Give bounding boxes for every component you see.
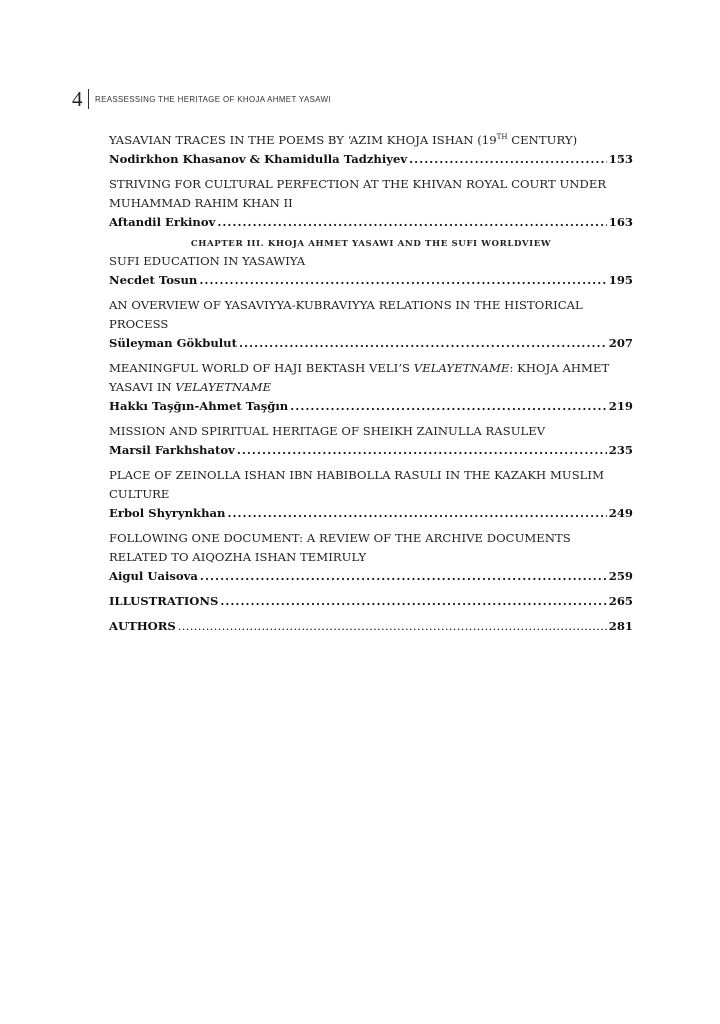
toc-entry[interactable] (109, 529, 633, 585)
toc-entry-title: MEANINGFUL WORLD OF HAJI BEKTASH VELI’S VELAYETNAME: KHOJA AHMET (109, 361, 610, 375)
toc-entry-author-line (109, 397, 633, 415)
leader-dots (409, 150, 607, 168)
toc-entry-author: Erbol Shyrynkhan (109, 506, 226, 520)
toc-entry[interactable] (109, 359, 633, 415)
toc-entry-label: ILLUSTRATIONS (109, 594, 219, 608)
toc-entry[interactable] (109, 422, 633, 459)
toc-entry-title-cont: CULTURE (109, 487, 170, 501)
toc-entry-page: 207 (608, 336, 633, 350)
header-divider (88, 89, 89, 109)
toc-entry-illustrations[interactable] (109, 592, 633, 610)
chapter-heading: CHAPTER III. KHOJA AHMET YASAWI AND THE SUFI WORLDVIEW (190, 239, 552, 249)
leader-dots (217, 213, 606, 231)
toc-entry[interactable] (109, 252, 633, 289)
leader-dots (220, 592, 606, 610)
toc-entry-page: 195 (608, 273, 633, 287)
toc-entry[interactable] (109, 296, 633, 352)
leader-dots (200, 567, 607, 585)
toc-entry-page: 249 (608, 506, 633, 520)
toc-entry-authors[interactable] (109, 617, 633, 635)
toc-entry-title: AN OVERVIEW OF YASAVIYYA-KUBRAVIYYA RELATIONS IN THE HISTORICAL (109, 298, 583, 312)
toc-entry-page: 235 (608, 443, 633, 457)
leader-dots (227, 504, 606, 522)
toc-entry-author: Aigul Uaisova (109, 569, 198, 583)
toc-entry-author-line (109, 617, 633, 635)
toc-entry-author-line (109, 567, 633, 585)
toc-entry-title-cont: PROCESS (109, 317, 169, 331)
toc-entry-page: 163 (608, 215, 633, 229)
toc-entry-title: FOLLOWING ONE DOCUMENT: A REVIEW OF THE ARCHIVE DOCUMENTS (109, 531, 571, 545)
toc-entry-title: YASAVIAN TRACES IN THE POEMS BY ‘AZIM KHOJA ISHAN (19TH CENTURY) (109, 133, 578, 147)
toc-entry-author-line (109, 150, 633, 168)
leader-dots (239, 334, 607, 352)
toc-entry-author: Süleyman Gökbulut (109, 336, 237, 350)
toc-entry[interactable] (109, 175, 633, 231)
toc-entry-author: Nodirkhon Khasanov & Khamidulla Tadzhiyev (109, 152, 408, 166)
leader-dots (290, 397, 607, 415)
toc-entry-title: MISSION AND SPIRITUAL HERITAGE OF SHEIKH ZAINULLA RASULEV (109, 424, 546, 438)
toc-entry-author-line (109, 334, 633, 352)
toc-entry-author-line (109, 592, 633, 610)
toc-entry[interactable] (109, 466, 633, 522)
toc-entry-author-line (109, 441, 633, 459)
toc-entry-title-cont: MUHAMMAD RAHIM KHAN II (109, 196, 293, 210)
toc-entry-page: 265 (608, 594, 633, 608)
toc-entry-title: PLACE OF ZEINOLLA ISHAN IBN HABIBOLLA RASULI IN THE KAZAKH MUSLIM (109, 468, 604, 482)
leader-dots (178, 617, 607, 635)
leader-dots (199, 271, 606, 289)
toc-entry-title-cont: RELATED TO AIQOZHA ISHAN TEMIRULY (109, 550, 367, 564)
toc-entry-author: Hakkı Taşğın-Ahmet Taşğın (109, 399, 289, 413)
leader-dots (237, 441, 607, 459)
running-title: REASSESSING THE HERITAGE OF KHOJA AHMET YASAWI (94, 94, 331, 104)
toc-entry-label: AUTHORS (109, 619, 176, 633)
toc-entry-title-cont: YASAVI IN VELAYETNAME (109, 380, 272, 394)
page-number: 4 (72, 87, 83, 111)
toc-entry-page: 153 (608, 152, 633, 166)
toc-entry-author: Marsil Farkhshatov (109, 443, 235, 457)
toc-entry-page: 219 (608, 399, 633, 413)
toc-entry-author: Necdet Tosun (109, 273, 198, 287)
table-of-contents (109, 131, 633, 642)
toc-entry-author: Aftandil Erkinov (109, 215, 216, 229)
toc-entry-page: 259 (608, 569, 633, 583)
toc-entry-author-line (109, 504, 633, 522)
toc-entry-title: STRIVING FOR CULTURAL PERFECTION AT THE KHIVAN ROYAL COURT UNDER (109, 177, 607, 191)
toc-entry-author-line (109, 213, 633, 231)
toc-entry[interactable] (109, 131, 633, 168)
toc-entry-author-line (109, 271, 633, 289)
running-header (72, 88, 351, 110)
toc-entry-page: 281 (608, 619, 633, 633)
toc-entry-title: SUFI EDUCATION IN YASAWIYA (109, 254, 306, 268)
